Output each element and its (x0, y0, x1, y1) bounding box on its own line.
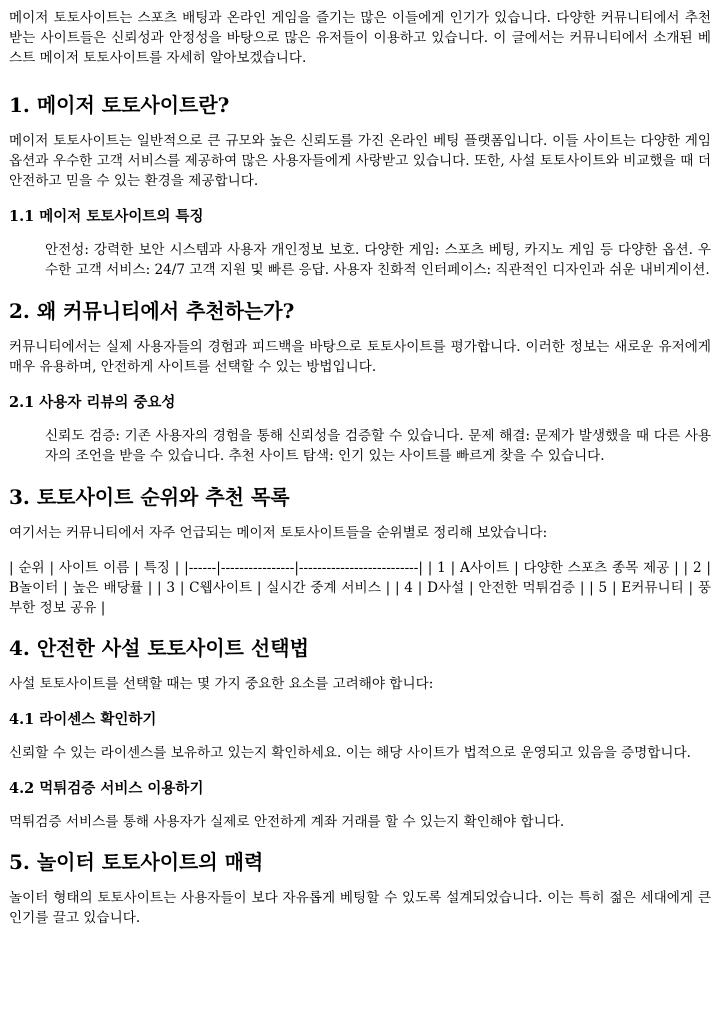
section-4-1-heading: 4.1 라이센스 확인하기 (9, 711, 157, 728)
section-4-1-body: 신뢰할 수 있는 라이센스를 보유하고 있는지 확인하세요. 이는 해당 사이트가 법적으로 운영되고 있음을 증명합니다. (9, 745, 691, 761)
section-4-2-heading: 4.2 먹튀검증 서비스 이용하기 (9, 780, 204, 797)
section-1-body: 메이저 토토사이트는 일반적으로 큰 규모와 높은 신뢰도를 가진 온라인 베팅 플랫폼입니다. 이들 사이트는 다양한 게임 옵션과 우수한 고객 서비스를 제공하여 많은 사용자들에게 사랑받고 있습니다. 또한, 사설 토토사이트와 비교했을 때 더 안전하고 믿을 수 있는 환경을 제공합니다. (9, 133, 711, 189)
section-5-heading: 5. 놀이터 토토사이트의 매력 (9, 850, 264, 874)
section-4-2-body: 먹튀검증 서비스를 통해 사용자가 실제로 안전하게 계좌 거래를 할 수 있는지 확인해야 합니다. (9, 814, 565, 830)
section-2-1-heading: 2.1 사용자 리뷰의 중요성 (9, 394, 176, 411)
section-3-heading: 3. 토토사이트 순위와 추천 목록 (9, 485, 290, 509)
section-2-body: 커뮤니티에서는 실제 사용자들의 경험과 피드백을 바탕으로 토토사이트를 평가합니다. 이러한 정보는 새로운 유저에게 매우 유용하며, 안전하게 사이트를 선택할 수 있는 방법입니다. (9, 339, 711, 375)
section-3-body: 여기서는 커뮤니티에서 자주 언급되는 메이저 토토사이트들을 순위별로 정리해 보았습니다: (9, 525, 548, 541)
section-1-heading: 1. 메이저 토토사이트란? (9, 93, 230, 117)
section-4-heading: 4. 안전한 사설 토토사이트 선택법 (9, 636, 309, 660)
section-2-heading: 2. 왜 커뮤니티에서 추천하는가? (9, 299, 295, 323)
section-4-body: 사설 토토사이트를 선택할 때는 몇 가지 중요한 요소를 고려해야 합니다: (9, 676, 434, 692)
section-5-body: 놀이터 형태의 토토사이트는 사용자들이 보다 자유롭게 베팅할 수 있도록 설계되었습니다. 이는 특히 젊은 세대에게 큰 인기를 끌고 있습니다. (9, 890, 711, 926)
section-1-1-quote: 안전성: 강력한 보안 시스템과 사용자 개인정보 보호. 다양한 게임: 스포츠 베팅, 카지노 게임 등 다양한 옵션. 우수한 고객 서비스: 24/7 고객 지원 및 빠른 응답. 사용자 친화적 인터페이스: 직관적인 디자인과 쉬운 내비게이션. (45, 242, 711, 278)
section-2-1-quote: 신뢰도 검증: 기존 사용자의 경험을 통해 신뢰성을 검증할 수 있습니다. 문제 해결: 문제가 발생했을 때 다른 사용자의 조언을 받을 수 있습니다. 추천 사이트 탐색: 인기 있는 사이트를 빠르게 찾을 수 있습니다. (45, 428, 711, 464)
section-1-1-heading: 1.1 메이저 토토사이트의 특징 (9, 208, 204, 225)
intro-paragraph: 메이저 토토사이트는 스포츠 배팅과 온라인 게임을 즐기는 많은 이들에게 인기가 있습니다. 다양한 커뮤니티에서 추천받는 사이트들은 신뢰성과 안정성을 바탕으로 많은 유저들이 이용하고 있습니다. 이 글에서는 커뮤니티에서 소개된 베스트 메이저 토토사이트를 자세히 알아보겠습니다. (9, 10, 711, 66)
ranking-table-text: | 순위 | 사이트 이름 | 특징 | |------|----------------|--------------------------| | 1 | A사이트 | 다양한 스포츠 종목 제공 | | 2 | B놀이터 | 높은 배당률 | | 3 | C웹사이트 | 실시간 중계 서비스 | | 4 | D사설 | 안전한 먹튀검증 | | 5 | E커뮤니티 | 풍부한 정보 공유 | (9, 560, 711, 616)
